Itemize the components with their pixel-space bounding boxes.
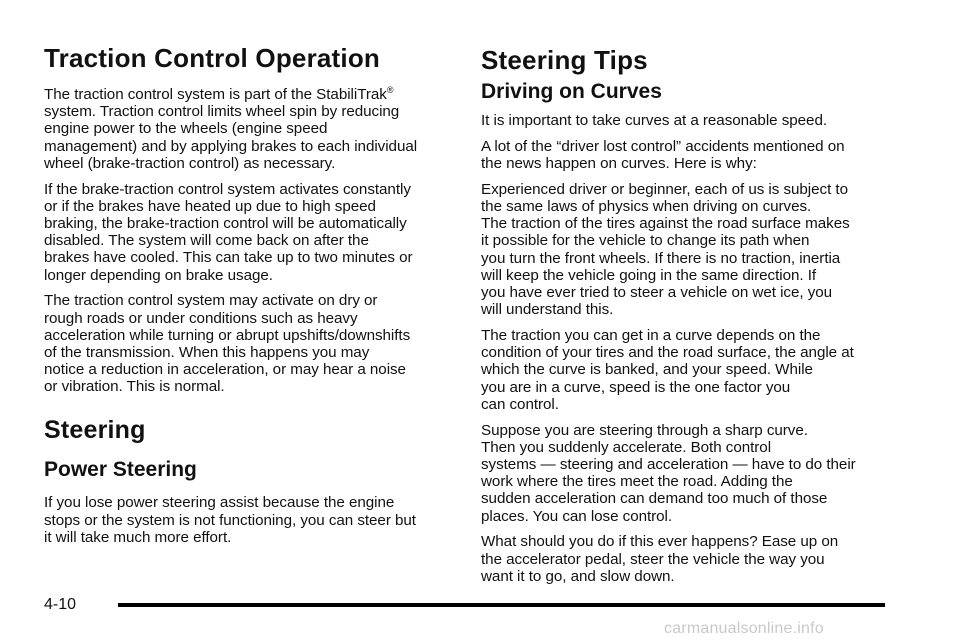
watermark: carmanualsonline.info [664, 620, 824, 637]
paragraph: A lot of the “driver lost control” accidents mentioned on the news happen on curves. Here is why: [481, 137, 845, 173]
paragraph: If the brake-traction control system activates constantly or if the brakes have heated up due to high speed braking, the brake-traction control will be automatically disabled. The system will come back on after the brakes have cooled. This can take up to two minutes or longer depending on brake usage. [44, 180, 413, 284]
registered-mark: ® [386, 84, 394, 95]
paragraph: The traction you can get in a curve depends on the condition of your tires and the road surface, the angle at which the curve is banked, and your speed. While you are in a curve, speed is the one factor you can control. [481, 327, 854, 413]
paragraph: What should you do if this ever happens? Ease up on the accelerator pedal, steer the vehicle the way you want it to go, and slow down. [481, 533, 839, 585]
paragraph: It is important to take curves at a reasonable speed. [481, 112, 828, 130]
paragraph [44, 86, 454, 172]
paragraph-text: The traction control system is part of the StabiliTrak [44, 85, 387, 103]
footer-rule [118, 603, 885, 607]
section-heading-steering: Steering [44, 415, 146, 444]
paragraph: The traction control system may activate on dry or rough roads or under conditions such as heavy acceleration while turning or abrupt upshifts/downshifts of the transmission. When this happens you may notice a reduction in acceleration, or may hear a noise or vibration. This is normal. [44, 292, 411, 396]
paragraph: If you lose power steering assist because the engine stops or the system is not functioning, you can steer but it will take much more effort. [44, 494, 416, 546]
section-heading-traction-control: Traction Control Operation [44, 43, 380, 73]
right-column [481, 0, 911, 594]
paragraph-text: system. Traction control limits wheel spin by reducing engine power to the wheels (engine speed management) and by applying brakes to each individual wheel (brake-traction control) as necessary. [44, 103, 418, 172]
subheading-power-steering: Power Steering [44, 458, 197, 482]
section-heading-steering-tips: Steering Tips [481, 45, 648, 75]
paragraph: Suppose you are steering through a sharp curve. Then you suddenly accelerate. Both control systems — steering and acceleration — have to do their work where the tires meet the road. Adding the sudden acceleration can demand too much of those places. You can lose control. [481, 421, 856, 525]
left-column [44, 0, 454, 555]
subheading-driving-on-curves: Driving on Curves [481, 79, 662, 103]
paragraph: Experienced driver or beginner, each of us is subject to the same laws of physics when driving on curves. The traction of the tires against the road surface makes it possible for the vehicle to change its path when you turn the front wheels. If there is no traction, inertia will keep the vehicle going in the same direction. If you have ever tried to steer a vehicle on wet ice, you will understand this. [481, 180, 850, 319]
page-number: 4-10 [44, 596, 77, 613]
